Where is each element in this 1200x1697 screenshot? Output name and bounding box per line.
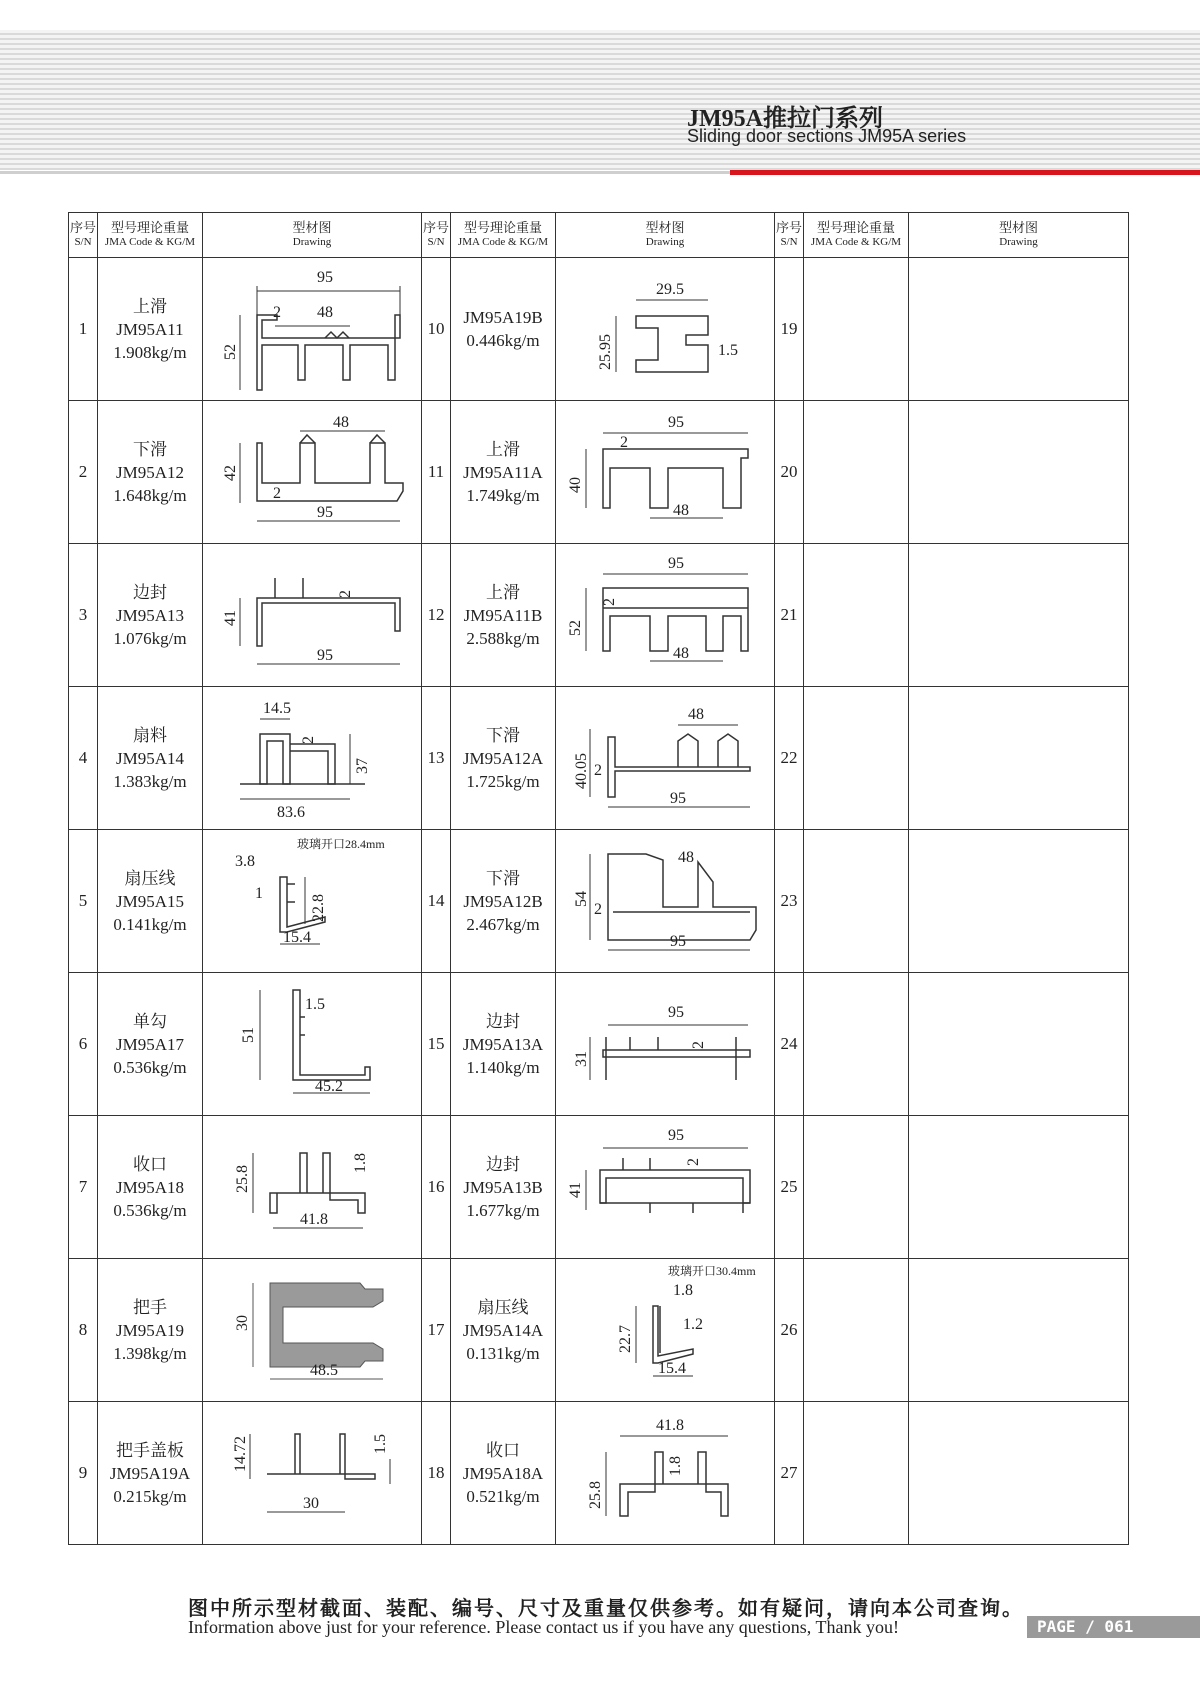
drawing-cell bbox=[203, 687, 422, 830]
svg-text:2: 2 bbox=[619, 434, 628, 451]
drawing-cell bbox=[556, 1402, 775, 1545]
profile-drawing-jm95a11b bbox=[558, 546, 773, 684]
svg-text:54: 54 bbox=[572, 891, 590, 907]
code-cell-empty bbox=[804, 1116, 909, 1259]
svg-text:2: 2 bbox=[593, 762, 602, 779]
sn-cell: 14 bbox=[422, 830, 451, 973]
sn-cell: 12 bbox=[422, 544, 451, 687]
drawing-cell bbox=[556, 544, 775, 687]
svg-text:51: 51 bbox=[239, 1027, 257, 1043]
header-rule-red bbox=[730, 170, 1200, 175]
svg-text:95: 95 bbox=[667, 414, 684, 431]
code-cell: 下滑 JM95A12 1.648kg/m bbox=[98, 401, 203, 544]
svg-text:1.8: 1.8 bbox=[351, 1153, 369, 1173]
svg-text:30: 30 bbox=[302, 1495, 319, 1512]
profile-drawing-jm95a12a bbox=[558, 689, 773, 827]
sn-cell: 13 bbox=[422, 687, 451, 830]
svg-text:48: 48 bbox=[677, 849, 694, 866]
svg-text:2: 2 bbox=[272, 304, 281, 321]
svg-text:1: 1 bbox=[254, 885, 263, 902]
drawing-cell-empty bbox=[909, 1116, 1129, 1259]
drawing-cell bbox=[203, 401, 422, 544]
code-cell: 上滑 JM95A11B 2.588kg/m bbox=[451, 544, 556, 687]
sn-cell: 16 bbox=[422, 1116, 451, 1259]
drawing-cell bbox=[203, 544, 422, 687]
svg-text:2: 2 bbox=[684, 1158, 702, 1166]
table-row bbox=[69, 1402, 1129, 1545]
svg-text:2: 2 bbox=[299, 736, 317, 744]
drawing-cell-empty bbox=[909, 544, 1129, 687]
profile-drawing-jm95a11a bbox=[558, 403, 773, 541]
drawing-cell-empty bbox=[909, 401, 1129, 544]
profile-table bbox=[68, 212, 1129, 1545]
code-cell: 扇压线 JM95A14A 0.131kg/m bbox=[451, 1259, 556, 1402]
svg-text:48: 48 bbox=[316, 304, 333, 321]
svg-text:41: 41 bbox=[566, 1182, 584, 1198]
sn-cell: 9 bbox=[69, 1402, 98, 1545]
svg-text:14.5: 14.5 bbox=[262, 700, 291, 717]
sn-cell: 3 bbox=[69, 544, 98, 687]
header-drawing: 型材图 Drawing bbox=[556, 213, 775, 258]
sn-cell: 6 bbox=[69, 973, 98, 1116]
code-cell: 把手盖板 JM95A19A 0.215kg/m bbox=[98, 1402, 203, 1545]
header-code: 型号理论重量 JMA Code & KG/M bbox=[98, 213, 203, 258]
svg-text:25.8: 25.8 bbox=[586, 1481, 604, 1509]
drawing-cell bbox=[556, 973, 775, 1116]
profile-drawing-jm95a14 bbox=[205, 689, 420, 827]
svg-text:3.8: 3.8 bbox=[234, 853, 255, 870]
page-title: JM95A推拉门系列 bbox=[687, 106, 883, 132]
drawing-cell bbox=[203, 1402, 422, 1545]
table-row bbox=[69, 687, 1129, 830]
sn-cell: 7 bbox=[69, 1116, 98, 1259]
sn-cell: 24 bbox=[775, 973, 804, 1116]
sn-cell: 15 bbox=[422, 973, 451, 1116]
table-row bbox=[69, 1116, 1129, 1259]
profile-drawing-jm95a18 bbox=[205, 1118, 420, 1256]
profile-drawing-jm95a12 bbox=[205, 403, 420, 541]
svg-text:1.5: 1.5 bbox=[304, 996, 325, 1013]
table-row bbox=[69, 258, 1129, 401]
code-cell-empty bbox=[804, 973, 909, 1116]
code-cell: 扇料 JM95A14 1.383kg/m bbox=[98, 687, 203, 830]
table-row bbox=[69, 544, 1129, 687]
sn-cell: 27 bbox=[775, 1402, 804, 1545]
svg-text:37: 37 bbox=[353, 758, 371, 774]
code-cell: 下滑 JM95A12B 2.467kg/m bbox=[451, 830, 556, 973]
code-cell-empty bbox=[804, 258, 909, 401]
profile-drawing-jm95a14a bbox=[558, 1261, 773, 1399]
sn-cell: 1 bbox=[69, 258, 98, 401]
svg-text:95: 95 bbox=[669, 933, 686, 950]
svg-text:48: 48 bbox=[687, 706, 704, 723]
svg-text:95: 95 bbox=[316, 504, 333, 521]
code-cell-empty bbox=[804, 401, 909, 544]
svg-text:48: 48 bbox=[332, 414, 349, 431]
svg-text:14.72: 14.72 bbox=[231, 1436, 249, 1472]
svg-text:22.8: 22.8 bbox=[309, 894, 327, 922]
svg-text:95: 95 bbox=[316, 647, 333, 664]
code-cell: 上滑 JM95A11 1.908kg/m bbox=[98, 258, 203, 401]
svg-text:41: 41 bbox=[221, 610, 239, 626]
code-cell-empty bbox=[804, 830, 909, 973]
sn-cell: 17 bbox=[422, 1259, 451, 1402]
drawing-cell-empty bbox=[909, 830, 1129, 973]
sn-cell: 22 bbox=[775, 687, 804, 830]
svg-text:1.5: 1.5 bbox=[717, 342, 738, 359]
sn-cell: 20 bbox=[775, 401, 804, 544]
header-sn: 序号 S/N bbox=[69, 213, 98, 258]
drawing-cell bbox=[203, 830, 422, 973]
svg-text:45.2: 45.2 bbox=[314, 1078, 343, 1095]
table-header-row bbox=[69, 213, 1129, 258]
header-drawing: 型材图 Drawing bbox=[203, 213, 422, 258]
header-sn: 序号 S/N bbox=[775, 213, 804, 258]
profile-drawing-jm95a15 bbox=[205, 832, 420, 970]
drawing-cell-empty bbox=[909, 1259, 1129, 1402]
sn-cell: 2 bbox=[69, 401, 98, 544]
svg-text:2: 2 bbox=[593, 901, 602, 918]
table-row bbox=[69, 401, 1129, 544]
code-cell: 把手 JM95A19 1.398kg/m bbox=[98, 1259, 203, 1402]
drawing-cell-empty bbox=[909, 1402, 1129, 1545]
svg-text:95: 95 bbox=[667, 1004, 684, 1021]
svg-text:48.5: 48.5 bbox=[309, 1362, 338, 1379]
svg-text:52: 52 bbox=[221, 344, 239, 360]
drawing-cell bbox=[556, 258, 775, 401]
drawing-cell bbox=[203, 1259, 422, 1402]
code-cell: 边封 JM95A13 1.076kg/m bbox=[98, 544, 203, 687]
profile-drawing-jm95a12b bbox=[558, 832, 773, 970]
svg-text:48: 48 bbox=[672, 645, 689, 662]
code-cell: 边封 JM95A13A 1.140kg/m bbox=[451, 973, 556, 1116]
sn-cell: 26 bbox=[775, 1259, 804, 1402]
sn-cell: 4 bbox=[69, 687, 98, 830]
profile-drawing-jm95a13b bbox=[558, 1118, 773, 1256]
svg-text:41.8: 41.8 bbox=[299, 1211, 328, 1228]
table-row bbox=[69, 973, 1129, 1116]
svg-text:玻璃开口28.4mm: 玻璃开口28.4mm bbox=[296, 837, 385, 851]
svg-text:玻璃开口30.4mm: 玻璃开口30.4mm bbox=[667, 1264, 756, 1278]
svg-text:1.2: 1.2 bbox=[682, 1316, 703, 1333]
svg-text:95: 95 bbox=[316, 269, 333, 286]
sn-cell: 18 bbox=[422, 1402, 451, 1545]
drawing-cell bbox=[556, 401, 775, 544]
code-cell-empty bbox=[804, 544, 909, 687]
header-band bbox=[0, 30, 1200, 170]
drawing-cell bbox=[203, 1116, 422, 1259]
drawing-cell bbox=[203, 258, 422, 401]
profile-drawing-jm95a13a bbox=[558, 975, 773, 1113]
svg-text:52: 52 bbox=[566, 620, 584, 636]
svg-text:2: 2 bbox=[600, 598, 618, 606]
svg-text:2: 2 bbox=[272, 485, 281, 502]
svg-text:25.95: 25.95 bbox=[596, 334, 614, 370]
svg-text:40: 40 bbox=[566, 477, 584, 493]
profile-drawing-jm95a11 bbox=[205, 260, 420, 398]
header-rule-gray bbox=[0, 171, 730, 174]
code-cell: JM95A19B 0.446kg/m bbox=[451, 258, 556, 401]
svg-text:48: 48 bbox=[672, 502, 689, 519]
svg-text:15.4: 15.4 bbox=[657, 1360, 686, 1377]
sn-cell: 19 bbox=[775, 258, 804, 401]
code-cell: 收口 JM95A18A 0.521kg/m bbox=[451, 1402, 556, 1545]
footer-note-en: Information above just for your reference. Please contact us if you have any questions, Thank you! bbox=[188, 1617, 899, 1637]
sn-cell: 25 bbox=[775, 1116, 804, 1259]
drawing-cell bbox=[556, 830, 775, 973]
svg-text:42: 42 bbox=[221, 465, 239, 481]
sn-cell: 8 bbox=[69, 1259, 98, 1402]
sn-cell: 21 bbox=[775, 544, 804, 687]
svg-text:25.8: 25.8 bbox=[233, 1165, 251, 1193]
sn-cell: 23 bbox=[775, 830, 804, 973]
sn-cell: 5 bbox=[69, 830, 98, 973]
svg-text:30: 30 bbox=[233, 1315, 251, 1331]
code-cell: 上滑 JM95A11A 1.749kg/m bbox=[451, 401, 556, 544]
profile-drawing-jm95a18a bbox=[558, 1404, 773, 1542]
header-code: 型号理论重量 JMA Code & KG/M bbox=[804, 213, 909, 258]
svg-text:29.5: 29.5 bbox=[655, 281, 684, 298]
svg-text:95: 95 bbox=[669, 790, 686, 807]
svg-text:1.5: 1.5 bbox=[371, 1434, 389, 1454]
table-row bbox=[69, 1259, 1129, 1402]
drawing-cell bbox=[556, 1116, 775, 1259]
drawing-cell-empty bbox=[909, 258, 1129, 401]
svg-text:1.8: 1.8 bbox=[672, 1282, 693, 1299]
code-cell-empty bbox=[804, 1402, 909, 1545]
svg-text:95: 95 bbox=[667, 555, 684, 572]
profile-drawing-jm95a19b bbox=[558, 260, 773, 398]
profile-drawing-jm95a19a bbox=[205, 1404, 420, 1542]
code-cell: 扇压线 JM95A15 0.141kg/m bbox=[98, 830, 203, 973]
header-drawing: 型材图 Drawing bbox=[909, 213, 1129, 258]
header-sn: 序号 S/N bbox=[422, 213, 451, 258]
code-cell-empty bbox=[804, 687, 909, 830]
table-row bbox=[69, 830, 1129, 973]
svg-text:41.8: 41.8 bbox=[655, 1417, 684, 1434]
code-cell: 单勾 JM95A17 0.536kg/m bbox=[98, 973, 203, 1116]
code-cell-empty bbox=[804, 1259, 909, 1402]
svg-text:95: 95 bbox=[667, 1127, 684, 1144]
svg-text:2: 2 bbox=[336, 590, 354, 598]
page-number: PAGE / 061 bbox=[1027, 1616, 1200, 1638]
drawing-cell bbox=[556, 687, 775, 830]
drawing-cell bbox=[556, 1259, 775, 1402]
sn-cell: 10 bbox=[422, 258, 451, 401]
page-subtitle: Sliding door sections JM95A series bbox=[687, 126, 967, 146]
sn-cell: 11 bbox=[422, 401, 451, 544]
profile-drawing-jm95a13 bbox=[205, 546, 420, 684]
svg-text:31: 31 bbox=[572, 1051, 590, 1067]
code-cell: 收口 JM95A18 0.536kg/m bbox=[98, 1116, 203, 1259]
drawing-cell bbox=[203, 973, 422, 1116]
svg-text:40.05: 40.05 bbox=[572, 753, 590, 789]
svg-text:1.8: 1.8 bbox=[666, 1456, 684, 1476]
svg-text:83.6: 83.6 bbox=[276, 804, 305, 821]
code-cell: 下滑 JM95A12A 1.725kg/m bbox=[451, 687, 556, 830]
svg-text:15.4: 15.4 bbox=[282, 929, 311, 946]
svg-text:22.7: 22.7 bbox=[616, 1325, 634, 1353]
profile-drawing-jm95a17 bbox=[205, 975, 420, 1113]
header-code: 型号理论重量 JMA Code & KG/M bbox=[451, 213, 556, 258]
drawing-cell-empty bbox=[909, 973, 1129, 1116]
code-cell: 边封 JM95A13B 1.677kg/m bbox=[451, 1116, 556, 1259]
svg-text:2: 2 bbox=[689, 1041, 707, 1049]
footer-note-cn: 图中所示型材截面、装配、编号、尺寸及重量仅供参考。如有疑问，请向本公司查询。 bbox=[188, 1596, 1024, 1620]
profile-drawing-jm95a19 bbox=[205, 1261, 420, 1399]
drawing-cell-empty bbox=[909, 687, 1129, 830]
